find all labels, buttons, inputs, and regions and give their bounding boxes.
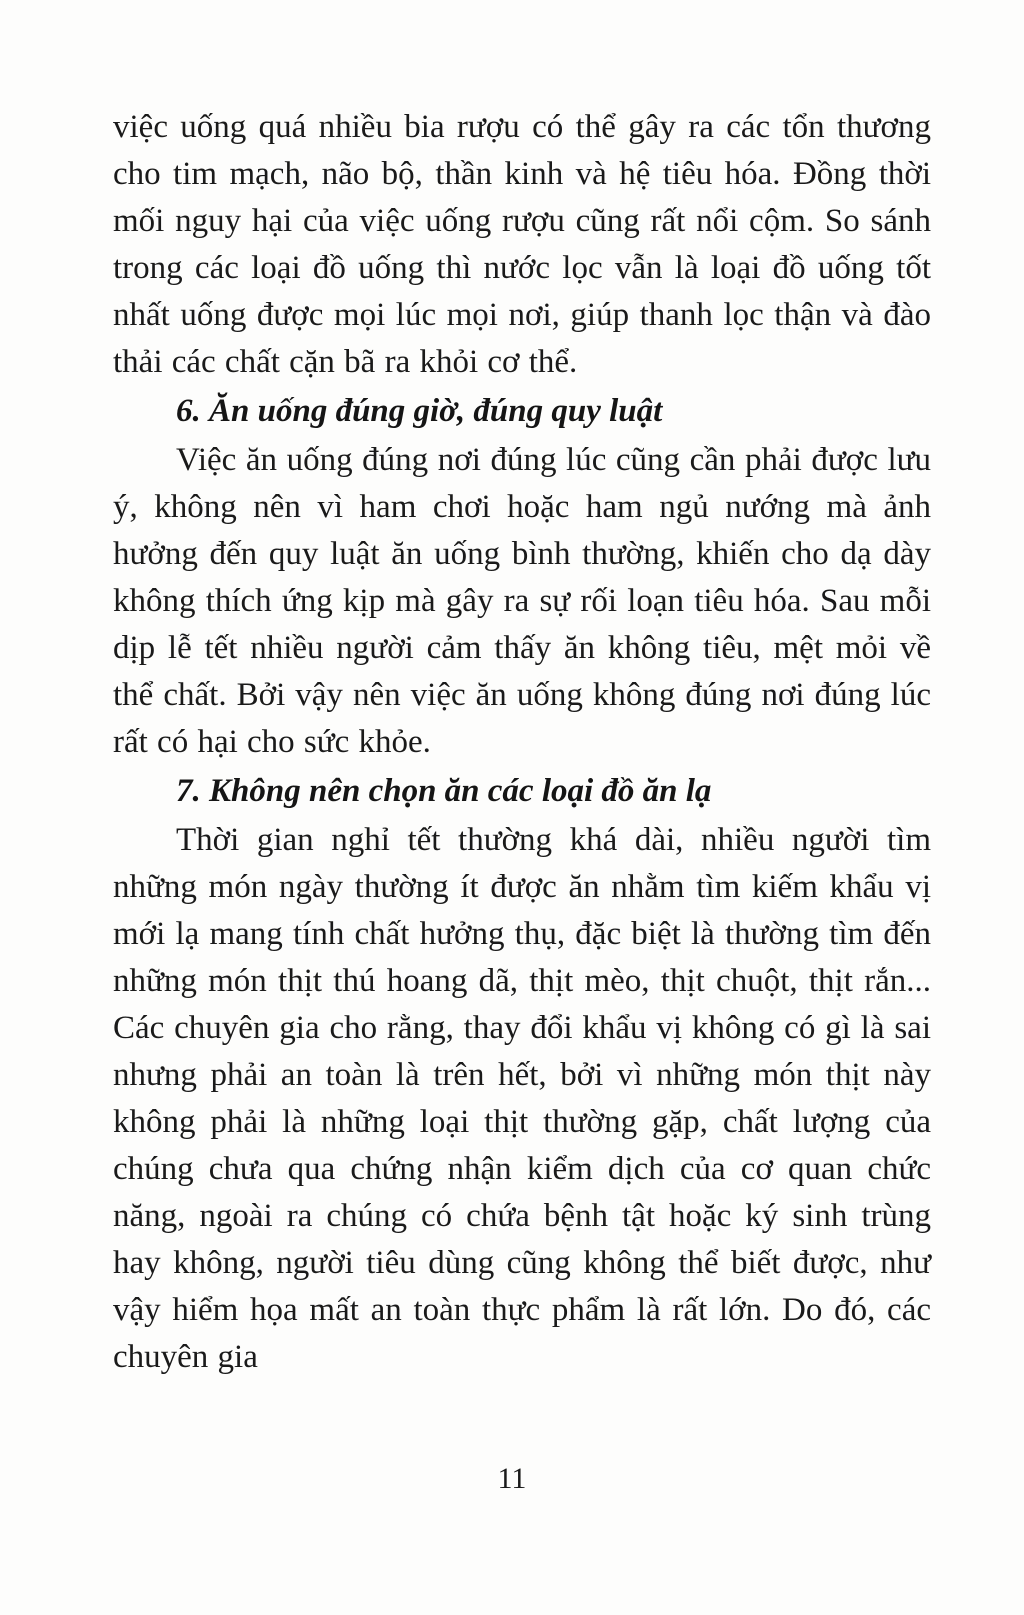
text-column [113,104,931,1381]
section-heading-6: 6. Ăn uống đúng giờ, đúng quy luật [176,393,663,429]
page-number: 11 [497,1462,527,1495]
paragraph-strange-foods: Thời gian nghỉ tết thường khá dài, nhiều người tìm những món ngày thường ít được ăn nhằm tìm kiếm khẩu vị mới lạ mang tính chất hưởng thụ, đặc biệt là thường tìm đến những món thịt thú hoang dã, thịt mèo, thịt chuột, thịt rắn... Các chuyên gia cho rằng, thay đổi khẩu vị không có gì là sai nhưng phải an toàn là trên hết, bởi vì những món thịt này không phải là những loại thịt thường gặp, chất lượng của chúng chưa qua chứng nhận kiểm dịch của cơ quan chức năng, ngoài ra chúng có chứa bệnh tật hoặc ký sinh trùng hay không, người tiêu dùng cũng không thể biết được, như vậy hiểm họa mất an toàn thực phẩm là rất lớn. Do đó, các chuyên gia [113,822,931,1375]
section-heading-7: 7. Không nên chọn ăn các loại đồ ăn lạ [176,773,712,809]
paragraph-eating-on-time: Việc ăn uống đúng nơi đúng lúc cũng cần phải được lưu ý, không nên vì ham chơi hoặc ham ngủ nướng mà ảnh hưởng đến quy luật ăn uống bình thường, khiến cho dạ dày không thích ứng kịp mà gây ra sự rối loạn tiêu hóa. Sau mỗi dịp lễ tết nhiều người cảm thấy ăn không tiêu, mệt mỏi về thể chất. Bởi vậy nên việc ăn uống không đúng nơi đúng lúc rất có hại cho sức khỏe. [113,442,931,760]
paragraph-alcohol-harm: việc uống quá nhiều bia rượu có thể gây ra các tổn thương cho tim mạch, não bộ, thần kinh và hệ tiêu hóa. Đồng thời mối nguy hại của việc uống rượu cũng rất nổi cộm. So sánh trong các loại đồ uống thì nước lọc vẫn là loại đồ uống tốt nhất uống được mọi lúc mọi nơi, giúp thanh lọc thận và đào thải các chất cặn bã ra khỏi cơ thể. [113,109,931,380]
